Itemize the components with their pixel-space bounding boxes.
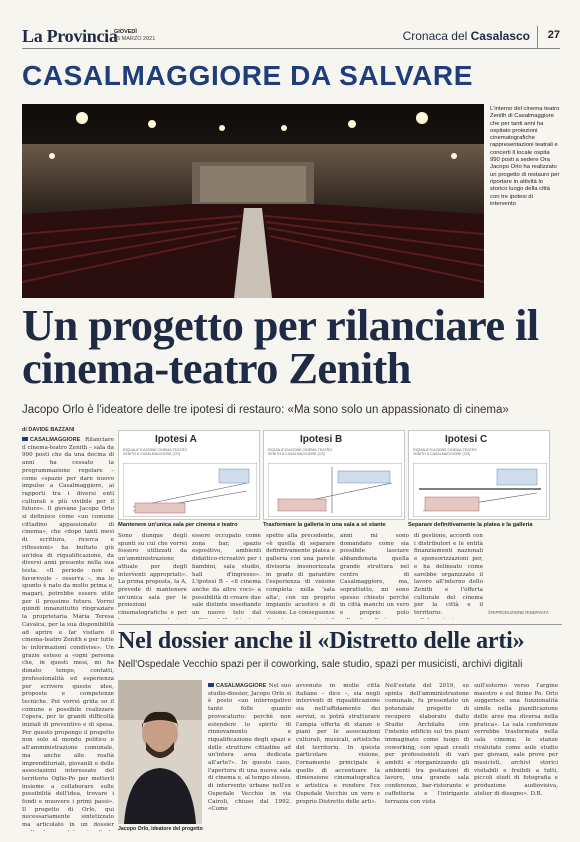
ipotesi-a-drawing xyxy=(123,463,257,517)
subheadline: Jacopo Orlo è l'ideatore delle tre ipotesi di restauro: «Ma sono solo un appassionato di cinema» xyxy=(22,404,509,416)
article-column-4: spetto alla precedente, «è quella di separare definitivamente platea e galleria con una parete divisoria insonorizzata in grado di garantire l'esperienza di visione completa nella 'sala alta', con un proprio impianto acustico e di visione. Le conseguenze xyxy=(266,533,335,617)
copyright-note: ©RIPRODUZIONE RISERVATA xyxy=(488,610,549,615)
second-headline: Nel dossier anche il «Distretto delle arti» xyxy=(118,628,525,654)
ipotesi-b-drawing xyxy=(268,463,402,517)
issue-day: GIOVEDÌ xyxy=(114,29,137,35)
article-column-2: Sono dunque degli spunti su cui che vorrei fossero utilizzati da un'amministrazione attuale per degli interventi appropriati». La prima proposta, la A, prevede di mantenere un'unica sala per le proiezioni cinematografiche e per xyxy=(118,533,187,617)
article-column-6 xyxy=(414,533,483,619)
issue-date xyxy=(114,29,155,43)
page-number: 27 xyxy=(537,26,560,49)
masthead xyxy=(22,26,560,49)
ipotesi-c-caption: Separare definitivamente la platea e la galleria xyxy=(408,522,533,528)
portrait-illustration xyxy=(118,680,202,824)
article-column-6-text: di gestione, accordi con i distributori e le entità finanziamenti nazionali e sponsorizzazioni per, e ha delineato come sarebbe organizzato il lavoro all'interno dello Zenith e l'offerta culturale del cinema per la città e il territorio: xyxy=(414,533,483,617)
article-column-5: anni mi sono domandato come sia possibile lasciare abbandonata quella grande struttura nel centro di Casalmaggiore, ma, soprattutto, mi sono spesso chiesto perché in città manchi un vero e proprio polo xyxy=(340,533,409,617)
byline: di DAVIDE BAZZANI xyxy=(22,427,75,433)
ipotesi-b-title: Ipotesi B xyxy=(300,434,343,445)
second-article-lead: CASALMAGGIORE xyxy=(208,683,266,689)
photo-caption: L'interno del cinema teatro Zenith di Casalmaggiore che per tanti anni ha ospitato proiezioni cinematografiche rappresentazioni teatrali e concerti Il locale ospita 990 posti a sedere Ora Jacopo Orlo ha realizzato un progetto di restauro per riportare in attività lo storico luogo della città con tre ipotesi di intervento xyxy=(490,106,560,207)
ipotesi-c-subtitle: RIQUALIFICAZIONE CINEMA-TEATRO ZENITH A CASALMAGGIORE (CR) xyxy=(413,448,478,457)
article-column-3: essere occupato come zona bar, spazio espositivo, ambienti didattico-ricreativi per i bambini, sala studio, hall d'ingresso». L'ipotesi B – «il cinema anche da altre voci» a possibilità di creare due sale distinte insediando un nuovo telo dal xyxy=(192,533,261,617)
ipotesi-b-caption: Trasformare la galleria in una sala a sé stante xyxy=(263,522,386,528)
second-article-column-4: sull'esterno verso l'argine maestro e sul fiume Po. Orlo suggerisce una funzionalità simile nella pianificazione delle aree ma diversa nella pratica». La sala conferenze verrebbe trasformata nella sala cinema; le stanze rivalutate come aule studio per giovani, sale prove per musicisti, archivi storici visitabili e fruibili a tutti, piccoli studi di fotografia e produzione audiovisiva, atelier di disegno». D.B. xyxy=(474,683,558,797)
section-prefix: Cronaca del xyxy=(402,29,471,43)
portrait-caption: Jacopo Orlo, ideatore del progetto xyxy=(118,826,203,832)
second-article-column-3: Nell'estate del 2019, su spinta dell'amministrazione comunale, fu presentato un potenziale progetto di recupero elaborato dallo Studio Archilabs con l'intento edificio sul tre piani immaginato come luogo di coworking, con spazi creati per professionisti di vari ambiti e riorganizzando gli ambienti tra postazioni di lavoro, una grande sala conferenze, bar-ristorante e caffetteria e l'intrigante terrazza con vista xyxy=(385,683,469,805)
ipotesi-c-panel xyxy=(408,430,550,520)
second-article-column-1-text: Nel suo studio-dossier, Jacopo Orlo si è posto «un interrogativo tanto folle quanto provocatorio: perché non estendere lo spirito di rinnovamento e riqualificazione degli spazi e delle strutture cittadine ad un'intera area dedicata all'arte?». In questo caso, l'apertura di una nuova sala di cinema e, al tempo stesso, di intervento urbane nell'ex Ospedale Vecchio in via Cairoli, chiuso dal 1992. «Come xyxy=(208,683,291,813)
section-title xyxy=(403,29,530,43)
ipotesi-a-caption: Mantenere un'unica sala per cinema e teatro xyxy=(118,522,238,528)
second-article-column-1 xyxy=(208,683,291,833)
ipotesi-c-drawing xyxy=(413,463,547,517)
article-column-1-text: Rilanciare il cinema-teatro Zenith – sala da 990 posti che da una decina di anni ha cessato la programmazione regolare – come «spazio per dare nuovo impulso a Casalmaggiore, ai rapporti tra i diversi enti culturali e più vivibile per il futuro». Il giovane Jacopo Orlo si definisce come «un comune cittadino appassionato di cinema», che «dopo tanti mesi di scrittura, ricerca e riflessioni» ha buttato giù un'idea di riqualificazione, da diversi anni presente nella sua testa. «Il periodo non è favorevole – osserva –, ma lo spunto è nato da molto prima e, magari, potrebbe essere utile per il prossimo futuro. Vorrei quindi innanzitutto ringraziare la proprietaria Maria Teresa Cavalca, per la sua disponibilità ad aprire e far visitare il cinema-teatro Zenith e per tutte le informazioni condivise». Un grazie esteso a «ogni persona che, in questi mesi, mi ha donato tempo, contatti, professionalità ed esperienza per scrivere queste idee, proposte e competenze tecniche. Poi vorrei grida so il comune e possibile realizzare l'opera, per le grandi difficoltà iniziali di preventivo e di spesa. Per questo propongo il progetto non solo al mondo politico e all'amministrazione comunale, ma anche alle realtà imprenditoriali, giovanili e delle associazioni interessate del territorio Oglio-Po per metterli insieme a collaborare sulle possibilità dell'idea, trovare i fondi e muovere i primi passi». Il progetto di Orlo, qui necessariamente sintetizzato ma articolato in un dossier xyxy=(22,437,114,829)
ipotesi-a-subtitle: RIQUALIFICAZIONE CINEMA-TEATRO ZENITH A CASALMAGGIORE (CR) xyxy=(123,448,188,457)
article-lead: CASALMAGGIORE xyxy=(22,437,80,443)
section-name: Casalasco xyxy=(470,29,530,43)
theater-photo xyxy=(22,104,484,298)
ipotesi-b-subtitle: RIQUALIFICAZIONE CINEMA-TEATRO ZENITH A CASALMAGGIORE (CR) xyxy=(268,448,333,457)
ipotesi-c-title: Ipotesi C xyxy=(445,434,488,445)
portrait-photo xyxy=(118,680,202,824)
headline: Un progetto per rilanciare il cinema-teatro Zenith xyxy=(22,300,539,393)
second-subheadline: Nell'Ospedale Vecchio spazi per il coworking, sale studio, spazi per musicisti, archivi digitali xyxy=(118,659,523,670)
section-divider xyxy=(118,624,562,625)
theater-interior-illustration xyxy=(22,104,484,298)
ipotesi-a-title: Ipotesi A xyxy=(155,434,197,445)
ipotesi-a-panel xyxy=(118,430,260,520)
newspaper-logo: La Provincia xyxy=(22,26,118,46)
second-article-column-2: avvenuto in molte città italiane – dice –, sia negli interventi di riqualificazione sia nell'affidamento dei servizi, si potrà strutturare l'ampia offerta di stanze e piani per le associazioni culturali, musicali, artistiche del territorio. In questa particolare visione, l'ornamento principale è quello di accentuare la dimensione cinematografica e artistica e rendere l'ex Ospedale Vecchio un vero e proprio Distretto delle arti». xyxy=(296,683,380,805)
kicker-title: CASALMAGGIORE DA SALVARE xyxy=(22,60,473,91)
ipotesi-b-panel xyxy=(263,430,405,520)
issue-date-text: 25 MARZO 2021 xyxy=(114,36,156,42)
article-column-1 xyxy=(22,437,114,831)
